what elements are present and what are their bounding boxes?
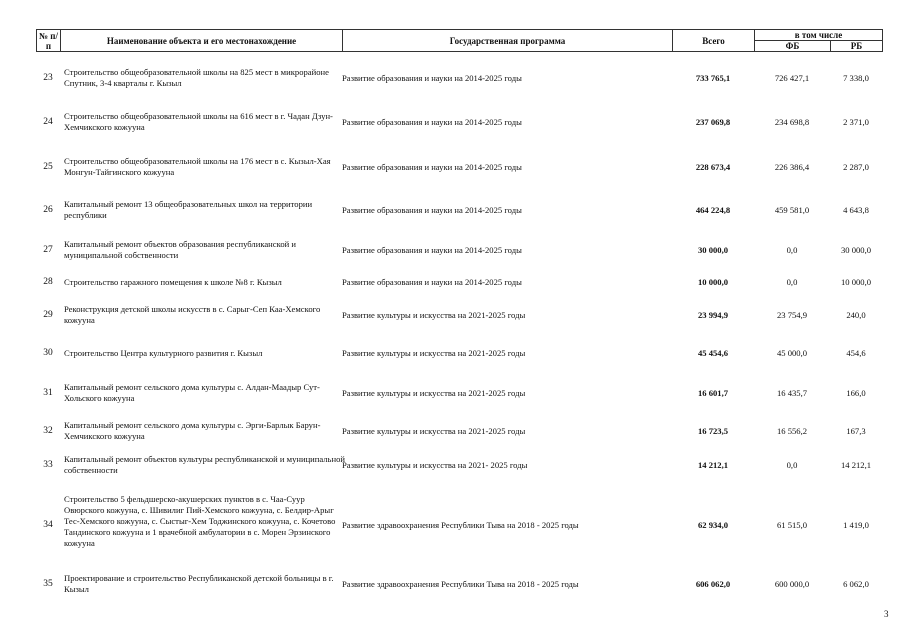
row-number: 28 [43, 277, 53, 287]
total-value: 606 062,0 [695, 579, 731, 589]
program-name: Развитие образования и науки на 2014-2025 годы [342, 205, 522, 215]
rb-value: 6 062,0 [843, 579, 869, 589]
fb-value: 0,0 [786, 277, 798, 287]
object-name: Капитальный ремонт сельского дома культуры с. Эрги-Барлык Барун-Хемчикского кожууна [64, 420, 321, 441]
row-number: 26 [43, 205, 53, 215]
header-fb: ФБ [755, 41, 831, 52]
total-value: 62 934,0 [697, 520, 729, 530]
object-name: Строительство общеобразовательной школы на 825 мест в микрорайоне Спутник, 3-4 кварталы г. Кызыл [64, 67, 329, 88]
rb-value: 454,6 [846, 348, 866, 358]
object-name: Реконструкция детской школы искусств в с. Сарыг-Сеп Каа-Хемского кожууна [64, 304, 321, 325]
rb-value: 30 000,0 [840, 245, 872, 255]
header-num: № п/п [37, 30, 61, 52]
row-number: 27 [43, 245, 53, 255]
fb-value: 0,0 [786, 245, 798, 255]
object-name: Капитальный ремонт 13 общеобразовательных школ на территории республики [64, 199, 313, 220]
header-total: Всего [673, 30, 755, 52]
row-number: 29 [43, 310, 53, 320]
rb-value: 2 287,0 [843, 162, 869, 172]
program-name: Развитие культуры и искусства на 2021-2025 годы [342, 388, 526, 398]
rb-value: 10 000,0 [840, 277, 872, 287]
total-value: 14 212,1 [697, 460, 729, 470]
table-header [36, 29, 883, 52]
rb-value: 7 338,0 [843, 73, 869, 83]
row-number: 30 [43, 348, 53, 358]
fb-value: 726 427,1 [774, 73, 810, 83]
fb-value: 45 000,0 [776, 348, 808, 358]
rb-value: 240,0 [846, 310, 866, 320]
total-value: 733 765,1 [695, 73, 731, 83]
object-name: Строительство общеобразовательной школы на 616 мест в г. Чадан Дзун-Хемчикского кожууна [64, 111, 333, 132]
rb-value: 167,3 [846, 426, 866, 436]
fb-value: 600 000,0 [774, 579, 810, 589]
fb-value: 0,0 [786, 460, 798, 470]
program-name: Развитие образования и науки на 2014-2025 годы [342, 117, 522, 127]
object-name: Строительство 5 фельдшерско-акушерских пунктов в с. Чаа-Суур Овюрского кожууна, с. Шивилиг Пий-Хемского кожууна, с. Белдир-Арыг Тес-Хемского кожууна, с. Сыстыг-Хем Тоджинского кожууна, с. Кочетово Тандинского кожууна и 1 врачебной амбулатории в с. Морен Эрзинского кожууна [64, 494, 336, 548]
object-name: Капитальный ремонт сельского дома культуры с. Алдан-Маадыр Сут-Хольского кожууна [64, 382, 320, 403]
total-value: 10 000,0 [697, 277, 729, 287]
program-name: Развитие образования и науки на 2014-2025 годы [342, 162, 522, 172]
header-including: в том числе [755, 30, 883, 41]
fb-value: 23 754,9 [776, 310, 808, 320]
header-name: Наименование объекта и его местонахождение [61, 30, 343, 52]
total-value: 23 994,9 [697, 310, 729, 320]
fb-value: 16 435,7 [776, 388, 808, 398]
total-value: 45 454,6 [697, 348, 729, 358]
rb-value: 14 212,1 [840, 460, 872, 470]
row-number: 34 [43, 520, 53, 530]
row-number: 24 [43, 117, 53, 127]
object-name: Капитальный ремонт объектов образования республиканской и муниципальной собственности [64, 239, 296, 260]
fb-value: 234 698,8 [774, 117, 810, 127]
row-number: 25 [43, 162, 53, 172]
object-name: Проектирование и строительство Республиканской детской больницы в г. Кызыл [64, 573, 334, 594]
rb-value: 1 419,0 [843, 520, 869, 530]
fb-value: 61 515,0 [776, 520, 808, 530]
total-value: 30 000,0 [697, 245, 729, 255]
object-name: Капитальный ремонт объектов культуры республиканской и муниципальной собственности [64, 454, 345, 475]
program-name: Развитие здравоохранения Республики Тыва на 2018 - 2025 годы [342, 579, 579, 589]
program-name: Развитие образования и науки на 2014-2025 годы [342, 73, 522, 83]
fb-value: 226 386,4 [774, 162, 810, 172]
row-number: 33 [43, 460, 53, 470]
object-name: Строительство общеобразовательной школы на 176 мест в с. Кызыл-Хая Монгун-Тайгинского кожууна [64, 156, 331, 177]
header-program: Государственная программа [343, 30, 673, 52]
row-number: 32 [43, 426, 53, 436]
total-value: 16 601,7 [697, 388, 729, 398]
row-number: 35 [43, 579, 53, 589]
rb-value: 166,0 [846, 388, 866, 398]
program-name: Развитие культуры и искусства на 2021- 2025 годы [342, 460, 528, 470]
rb-value: 2 371,0 [843, 117, 869, 127]
fb-value: 459 581,0 [774, 205, 810, 215]
object-name: Строительство гаражного помещения к школе №8 г. Кызыл [64, 277, 282, 287]
object-name: Строительство Центра культурного развития г. Кызыл [64, 348, 263, 358]
row-number: 23 [43, 73, 53, 83]
total-value: 464 224,8 [695, 205, 731, 215]
rb-value: 4 643,8 [843, 205, 869, 215]
program-name: Развитие здравоохранения Республики Тыва на 2018 - 2025 годы [342, 520, 579, 530]
program-name: Развитие культуры и искусства на 2021-2025 годы [342, 310, 526, 320]
row-number: 31 [43, 388, 53, 398]
total-value: 237 069,8 [695, 117, 731, 127]
program-name: Развитие культуры и искусства на 2021-2025 годы [342, 426, 526, 436]
program-name: Развитие образования и науки на 2014-2025 годы [342, 245, 522, 255]
total-value: 228 673,4 [695, 162, 731, 172]
program-name: Развитие культуры и искусства на 2021-2025 годы [342, 348, 526, 358]
fb-value: 16 556,2 [776, 426, 808, 436]
page-number: 3 [884, 609, 889, 619]
program-name: Развитие образования и науки на 2014-2025 годы [342, 277, 522, 287]
header-rb: РБ [831, 41, 883, 52]
total-value: 16 723,5 [697, 426, 729, 436]
